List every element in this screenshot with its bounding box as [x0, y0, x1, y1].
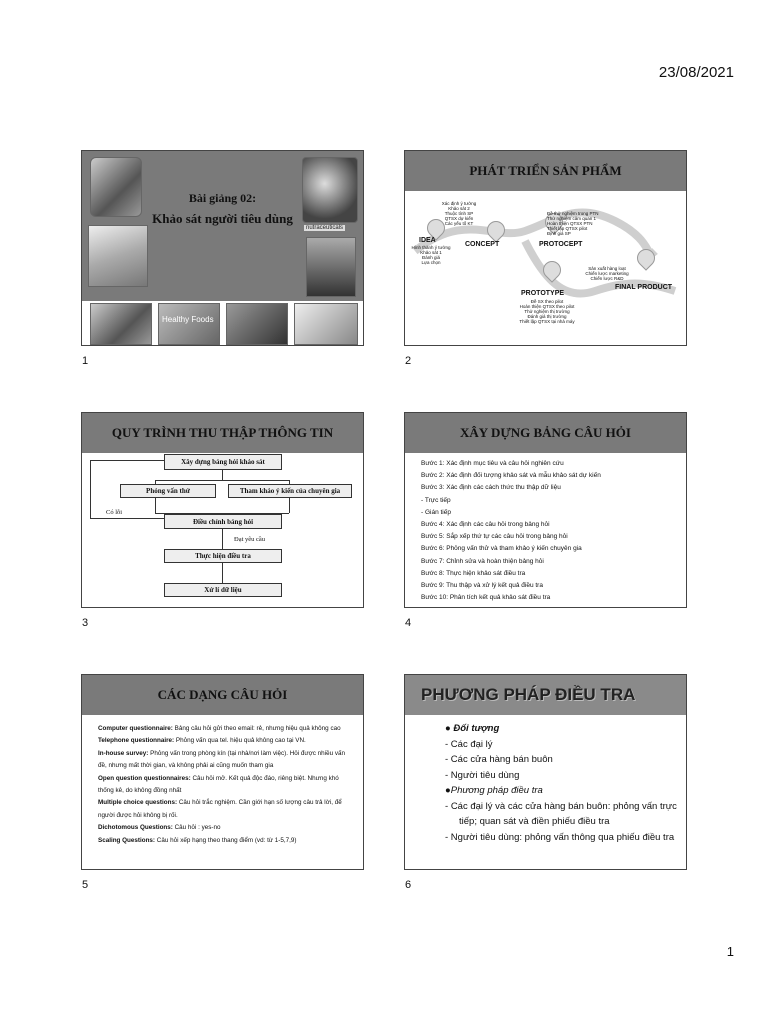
- protocept-notes: Đề thử nghiệm trong PTN Thử nghiệm cảm quan 1 Hoàn thiện QTSX PTN Thiết lập QTSX pilot Định giá SP: [547, 211, 599, 236]
- stage-idea: IDEA: [419, 237, 436, 244]
- list-item: Multiple choice questions: Câu hỏi trắc nghiệm. Cần giới hạn số lượng câu trả lời, để người được hỏi không bị rối.: [98, 799, 342, 819]
- step-item: Bước 7: Chỉnh sửa và hoàn thiện bảng hỏi: [421, 557, 544, 565]
- label-meets-requirements: Đạt yêu cầu: [234, 536, 266, 543]
- list-item: Open question questionnaires: Câu hỏi mở. Kết quả độc đáo, riêng biệt. Nhưng khó thống kê, do không đồng nhất: [98, 774, 339, 795]
- slide-2: [404, 150, 687, 346]
- heading-methods: ●Phương pháp điều tra: [445, 785, 543, 796]
- list-item: tiếp; quan sát và điền phiếu điều tra: [459, 816, 610, 827]
- page-number: 1: [726, 944, 734, 959]
- step-item: Bước 5: Sắp xếp thứ tự các câu hỏi trong bảng hỏi: [421, 533, 568, 541]
- slide-1: [81, 150, 364, 346]
- step-item: Bước 3: Xác định các cách thức thu thập dữ liệu: [421, 484, 561, 492]
- slide-3-number: 3: [82, 617, 89, 629]
- flask-photo: [88, 225, 148, 287]
- slide-1-title: Bài giảng 02:: [188, 191, 257, 205]
- slide-5-title: CÁC DẠNG CÂU HỎI: [82, 675, 363, 715]
- list-item: - Các đại lý: [445, 738, 493, 750]
- slide-6: [404, 674, 687, 870]
- slide-2-number: 2: [405, 355, 412, 367]
- healthy-foods-label: Healthy Foods: [162, 315, 214, 324]
- heading-subjects: ● Đối tượng: [445, 723, 500, 734]
- slide-5-number: 5: [82, 879, 89, 891]
- label-has-error: Có lỗi: [106, 509, 123, 516]
- bullet-icon: ●: [445, 723, 454, 734]
- step-item: Bước 9: Thu thập và xử lý kết quả điều tra: [421, 582, 543, 590]
- list-item: In-house survey: Phỏng vấn trong phòng kín (tại nhà/nơi làm việc). Hỏi được nhiều vấn đề, nhưng mất thời gian, và không phải ai cũng muốn tham gia: [98, 749, 345, 770]
- woman-drinking-photo: [306, 237, 356, 297]
- box-adjust-questionnaire: Điều chỉnh bảng hỏi: [164, 514, 282, 529]
- healthy-foods-photo: [158, 303, 220, 345]
- slide-6-title: PHƯƠNG PHÁP ĐIỀU TRA: [405, 675, 686, 715]
- bullet-icon: ●: [445, 785, 451, 796]
- step-item: Bước 1: Xác định mục tiêu và câu hỏi nghiên cứu: [421, 460, 564, 467]
- idea-notes: Hình thành ý tưởng Khảo sát 1 Đánh giá Lựa chọn: [411, 245, 451, 265]
- box-conduct-survey: Thực hiện điều tra: [164, 549, 282, 563]
- slide-6-number: 6: [405, 879, 412, 891]
- slide-5: [81, 674, 364, 870]
- survey-methods-content: [445, 721, 685, 845]
- box-build-questionnaire: Xây dựng bảng hỏi khảo sát: [164, 454, 282, 470]
- step-item: - Gián tiếp: [421, 508, 451, 516]
- box-process-data: Xử lí dữ liệu: [164, 583, 282, 597]
- box-expert-consult: Tham khảo ý kiến của chuyên gia: [228, 484, 352, 498]
- step-item: Bước 8: Thực hiện khảo sát điều tra: [421, 569, 526, 577]
- stage-concept: CONCEPT: [465, 241, 500, 248]
- photo-strip: [82, 301, 363, 346]
- slide-2-title: PHÁT TRIỂN SẢN PHẨM: [405, 151, 686, 191]
- concept-notes: Xác định ý tưởng Khảo sát 2 Thuộc tính SP QTSX dự kiến Các yếu tố KT: [441, 201, 477, 226]
- list-item: - Người tiêu dùng: [445, 769, 520, 781]
- step-item: - Trực tiếp: [421, 496, 451, 504]
- pills-photo: [90, 157, 142, 217]
- stage-prototype: PROTOTYPE: [521, 290, 565, 297]
- list-item: - Người tiêu dùng: phỏng vấn thông qua phiếu điều tra: [445, 831, 675, 843]
- stage-final-product: FINAL PRODUCT: [615, 284, 673, 291]
- list-item: Telephone questionnaire: Phỏng vấn qua tel. hiệu quả không cao tại VN.: [98, 737, 306, 745]
- step-item: Bước 2: Xác định đối tượng khảo sát và mẫu khảo sát dự kiến: [421, 472, 601, 480]
- yogurt-photo: [294, 303, 358, 345]
- slide-4-title: XÂY DỰNG BẢNG CÂU HỎI: [405, 413, 686, 453]
- prototype-notes: Đề SX theo pilot Hoàn thiện QTSX theo pilot Thử nghiệm thị trường Đánh giá thị trường Thiết lập QTSX tại nhà máy: [519, 299, 575, 324]
- slide-3: [81, 412, 364, 608]
- step-item: Bước 6: Phỏng vấn thử và tham khảo ý kiến chuyên gia: [421, 545, 582, 553]
- list-item: Dichotomous Questions: Câu hỏi : yes-no: [98, 824, 221, 832]
- list-item: - Các cửa hàng bán buôn: [445, 754, 553, 765]
- list-item: Computer questionnaire: Bảng câu hỏi gửi theo email: rẻ, nhưng hiệu quả không cao: [98, 725, 341, 732]
- step-item: Bước 4: Xác định các câu hỏi trong bảng hỏi: [421, 521, 550, 529]
- final-notes: Sản xuất hàng loạt Chiến lược marketing Chiến lược R&D: [585, 266, 629, 281]
- list-item: - Các đại lý và các cửa hàng bán buôn: phỏng vấn trực: [445, 800, 677, 812]
- document-date: 23/08/2021: [658, 64, 734, 81]
- slide-1-subtitle: Khảo sát người tiêu dùng: [152, 211, 293, 226]
- nutraceuticals-label: nutraceuticals: [306, 225, 344, 231]
- questionnaire-steps-list: [421, 458, 683, 604]
- grocery-photo: [90, 303, 152, 345]
- slide-4: [404, 412, 687, 608]
- slide-4-number: 4: [405, 617, 412, 629]
- step-item: Bước 10: Phân tích kết quả khảo sát điều tra: [421, 594, 551, 602]
- stage-protocept: PROTOCEPT: [539, 241, 583, 248]
- slide-1-number: 1: [82, 355, 89, 367]
- box-pilot-interview: Phỏng vấn thử: [120, 484, 216, 498]
- bottles-photo: [226, 303, 288, 345]
- slide-3-title: QUY TRÌNH THU THẬP THÔNG TIN: [82, 413, 363, 453]
- question-types-list: [98, 723, 352, 847]
- list-item: Scaling Questions: Câu hỏi xếp hạng theo thang điểm (vd: từ 1-5,7,9): [98, 836, 297, 844]
